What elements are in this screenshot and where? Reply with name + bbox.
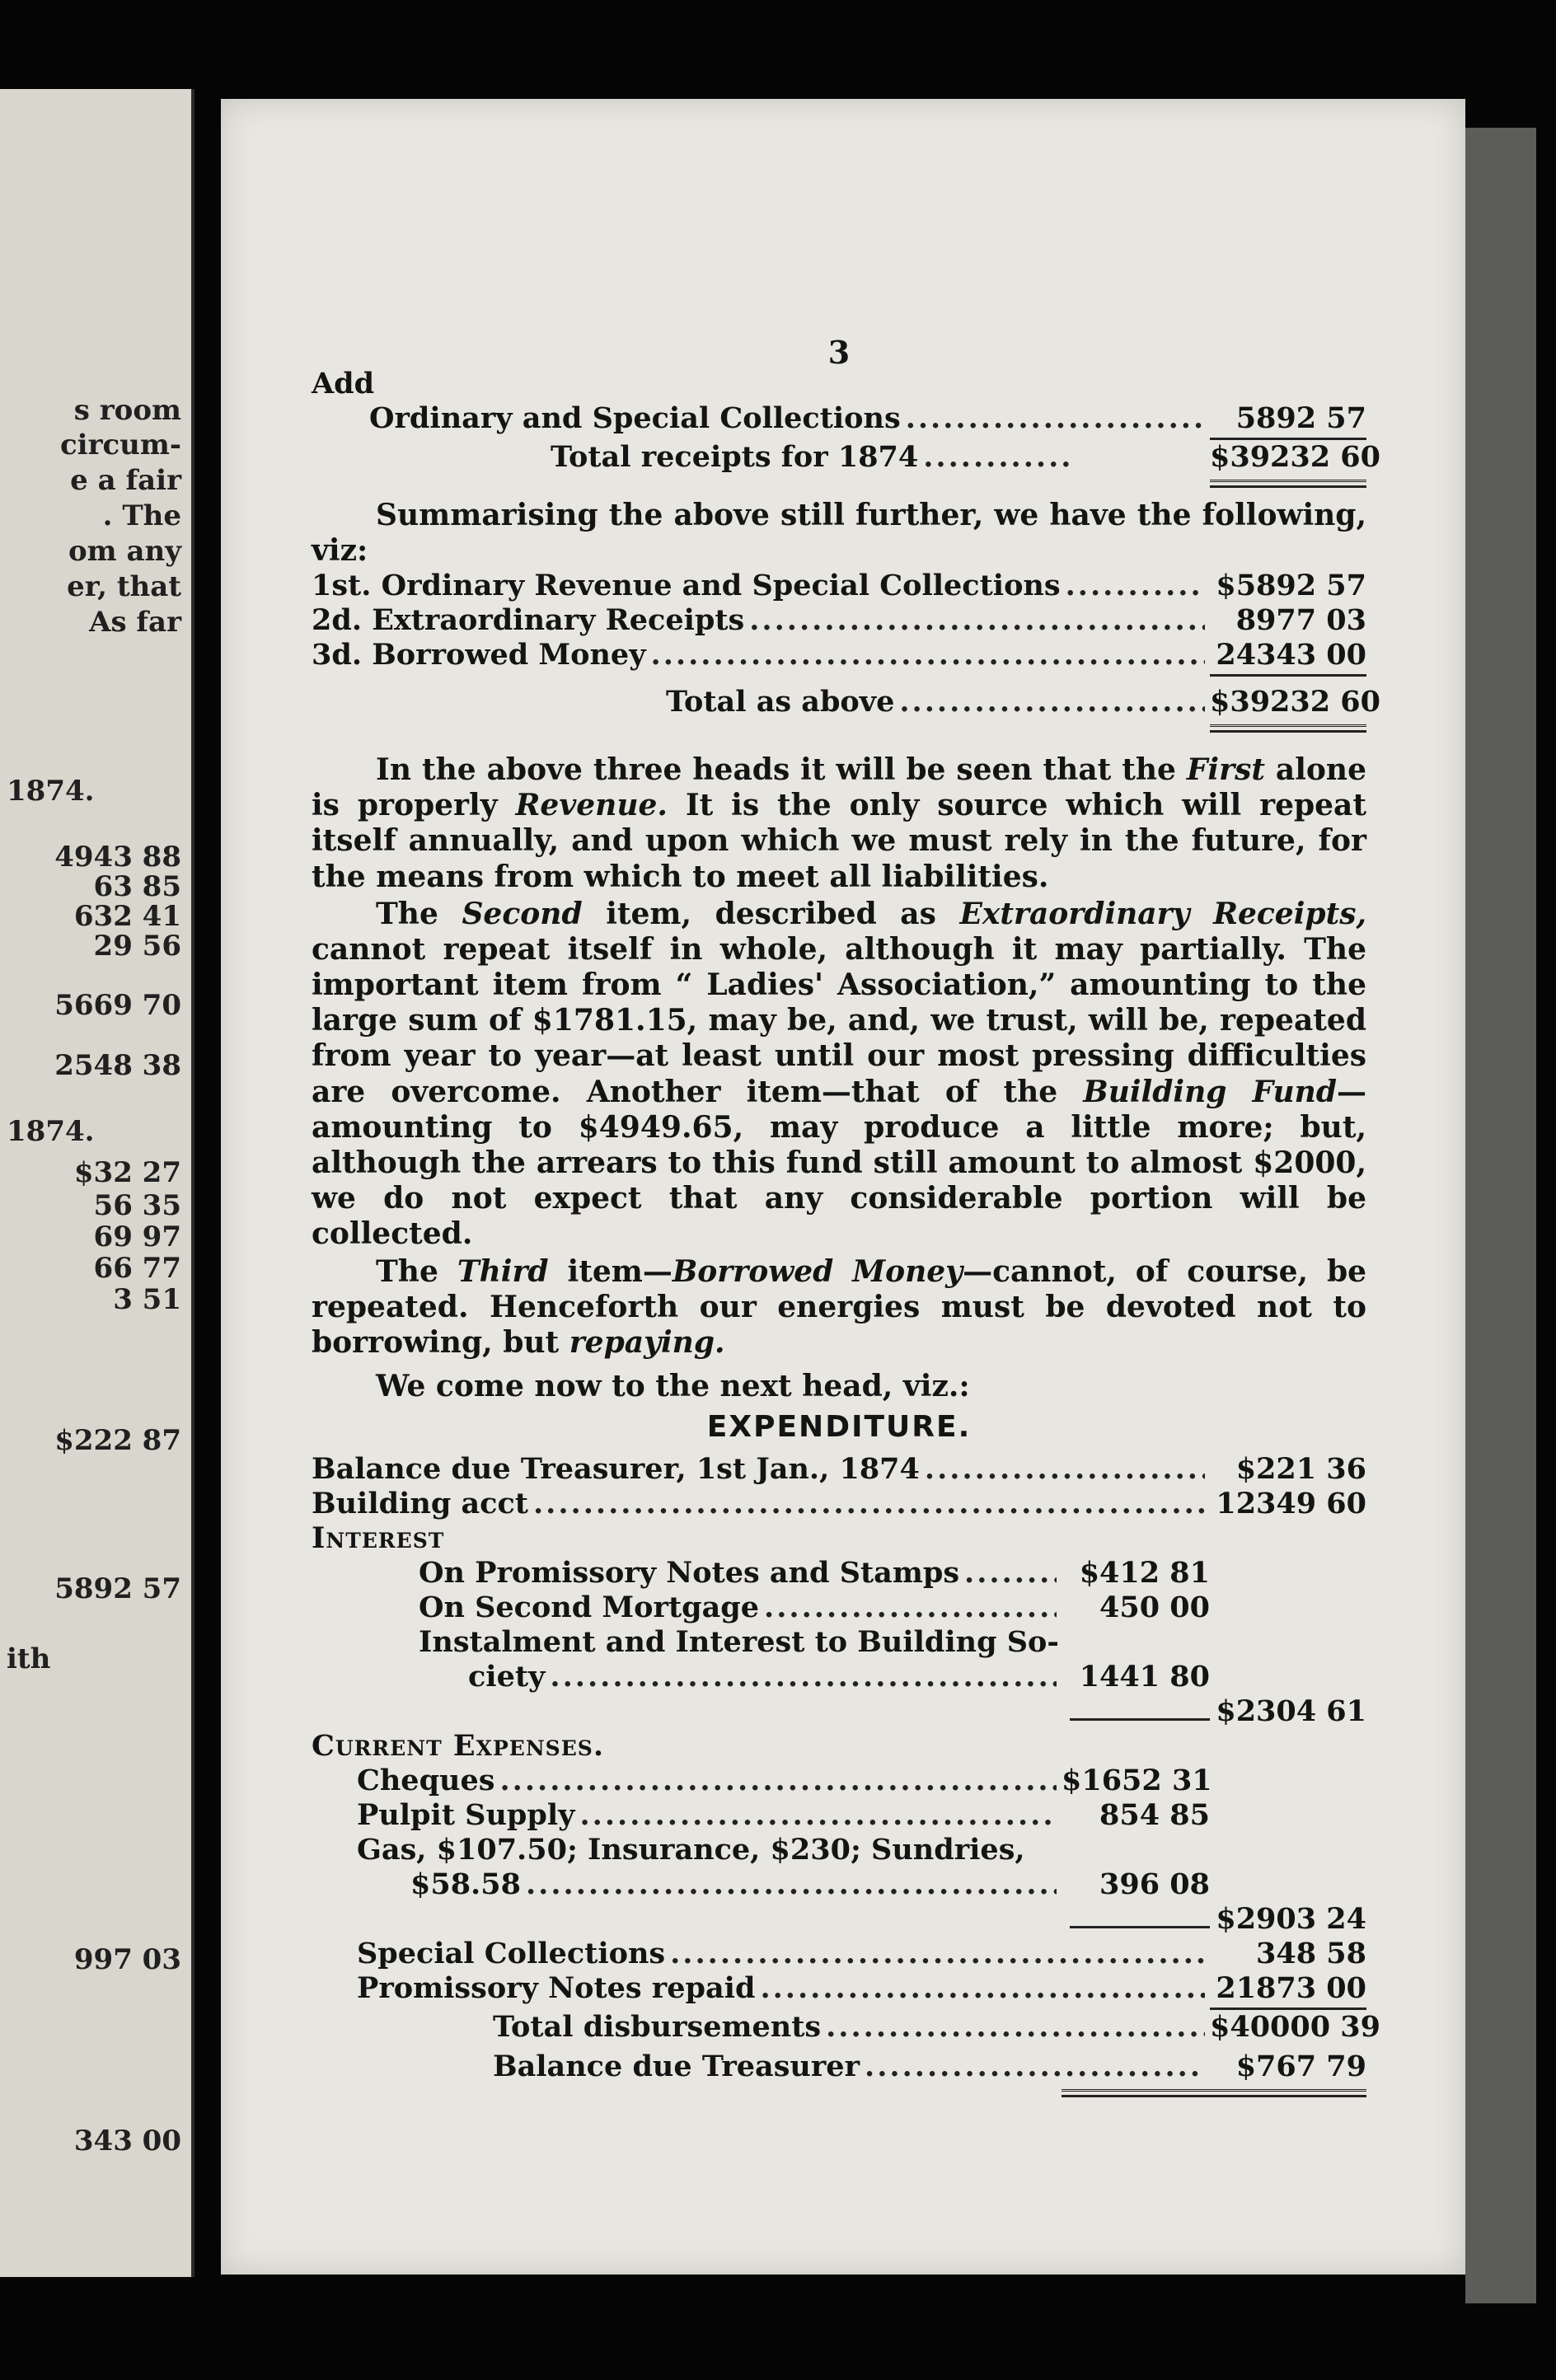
dot-leader xyxy=(670,1937,1205,1971)
balance-row xyxy=(312,2050,1366,2084)
interest-item xyxy=(312,1625,1366,1660)
interest-item xyxy=(312,1556,1366,1591)
left-fragment: 632 41 xyxy=(73,900,181,933)
row-amount: 8977 03 xyxy=(1235,602,1366,637)
row-amount: $1652 31 xyxy=(1062,1763,1212,1797)
current-item xyxy=(312,1867,1366,1902)
left-fragment: 2548 38 xyxy=(54,1049,181,1082)
left-fragment: 66 77 xyxy=(93,1252,181,1285)
row-amount: 396 08 xyxy=(1099,1867,1210,1901)
row-label: Gas, $107.50; Insurance, $230; Sundries, xyxy=(357,1832,1025,1867)
summary-item xyxy=(312,603,1366,638)
page-number: 3 xyxy=(827,334,851,371)
dot-leader xyxy=(579,1798,1057,1833)
left-fragment: circum- xyxy=(59,429,181,461)
double-rule xyxy=(1210,724,1366,733)
dot-leader xyxy=(526,1867,1057,1902)
left-fragment: As far xyxy=(89,606,181,639)
sum-rule xyxy=(1210,674,1366,677)
dot-leader xyxy=(925,1452,1205,1487)
left-fragment: 4943 88 xyxy=(54,841,181,874)
dot-leader xyxy=(923,440,1071,475)
left-page-fragment xyxy=(0,89,194,2277)
left-fragment: 56 35 xyxy=(93,1189,181,1222)
paragraph-next-head: We come now to the next head, viz.: xyxy=(376,1369,970,1404)
left-fragment: ith xyxy=(7,1642,51,1675)
row-amount: $40000 39 xyxy=(1210,2009,1381,2044)
left-fragment: 69 97 xyxy=(93,1220,181,1253)
add-label: Add xyxy=(312,366,375,401)
row-label: Instalment and Interest to Building So- xyxy=(419,1624,1059,1659)
paragraph-second: The Second item, described as Extraordinary Receipts, cannot repeat itself in whole, although it may partially. The important item from “ Ladies' Association,” amounting to the large sum of $1781.15, may be, and, we trust, will be, repeated from year to year—at least until our most pressing difficulties are overcome. Another item—that of the Building Fund—amounting to $4949.65, may produce a little more; but, although the arrears to this fund still amount to almost $2000, we do not expect that any considerable portion will be collected. xyxy=(312,896,1366,1252)
row-label: 2d. Extraordinary Receipts xyxy=(312,602,745,637)
left-fragment: 5892 57 xyxy=(54,1572,181,1605)
summary-item xyxy=(312,638,1366,672)
row-label: ciety xyxy=(468,1659,546,1694)
row-amount: 854 85 xyxy=(1099,1797,1210,1832)
row-amount: $221 36 xyxy=(1235,1451,1366,1486)
dot-leader xyxy=(764,1591,1057,1625)
row-amount: $412 81 xyxy=(1079,1555,1210,1590)
double-rule xyxy=(1210,480,1366,488)
current-expenses-label: Current Expenses. xyxy=(312,1728,605,1763)
current-total-row xyxy=(312,1902,1366,1937)
left-fragment: s room xyxy=(73,394,181,427)
left-fragment: . The xyxy=(102,499,181,532)
paragraph-first: In the above three heads it will be seen that the First alone is properly Revenue. It is the only source which will repeat itself annually, and upon which we must rely in the future, for the means from which to meet all liabilities. xyxy=(312,752,1367,894)
dot-leader xyxy=(499,1764,1057,1798)
row-amount: $767 79 xyxy=(1235,2049,1366,2083)
expenditure-heading: EXPENDITURE. xyxy=(706,1410,972,1445)
row-amount: 21873 00 xyxy=(1216,1970,1366,2005)
left-fragment: 1874. xyxy=(7,775,95,808)
total-row xyxy=(312,439,1381,475)
left-fragment: $32 27 xyxy=(73,1156,181,1189)
row-amount: $5892 57 xyxy=(1216,568,1366,602)
row-amount: $2903 24 xyxy=(1216,1901,1366,1936)
expenditure-row xyxy=(312,1487,1366,1521)
dot-leader xyxy=(1066,569,1205,603)
row-amount: 24343 00 xyxy=(1216,637,1366,672)
dot-leader xyxy=(865,2050,1205,2084)
dot-leader xyxy=(899,685,1205,719)
paragraph-third: The Third item—Borrowed Money—cannot, of course, be repeated. Henceforth our energies must be devoted not to borrowing, but repaying. xyxy=(312,1253,1367,1360)
expenditure-row xyxy=(312,1971,1366,2006)
left-fragment: er, that xyxy=(67,570,181,603)
row-amount: $39232 60 xyxy=(1210,684,1381,719)
row-label: 3d. Borrowed Money xyxy=(312,637,646,672)
row-label: Balance due Treasurer, 1st Jan., 1874 xyxy=(312,1451,920,1486)
current-item xyxy=(312,1833,1366,1867)
dot-leader xyxy=(964,1556,1057,1591)
row-label: Promissory Notes repaid xyxy=(357,1970,756,2005)
row-amount: 12349 60 xyxy=(1216,1486,1366,1520)
total-row xyxy=(312,684,1381,719)
row-amount: $39232 60 xyxy=(1210,439,1381,474)
left-fragment: 5669 70 xyxy=(54,989,181,1022)
dot-leader xyxy=(651,638,1205,672)
dot-leader xyxy=(550,1660,1057,1694)
row-amount: 5892 57 xyxy=(1235,401,1366,435)
dot-leader xyxy=(906,401,1205,436)
dot-leader xyxy=(826,2010,1205,2045)
row-label: Total as above xyxy=(666,684,895,719)
interest-item xyxy=(312,1591,1366,1625)
row-label: Total receipts for 1874 xyxy=(551,439,919,474)
total-row xyxy=(312,2009,1381,2045)
dot-leader xyxy=(760,1971,1205,2006)
current-item xyxy=(312,1798,1366,1833)
dot-leader xyxy=(533,1487,1205,1521)
summary-intro: Summarising the above still further, we have the following, viz: xyxy=(312,497,1366,568)
row-label: On Promissory Notes and Stamps xyxy=(419,1555,960,1590)
row-label: $58.58 xyxy=(410,1867,521,1901)
row-amount: $2304 61 xyxy=(1216,1694,1366,1728)
expenditure-row xyxy=(312,1452,1366,1487)
row-label: Cheques xyxy=(357,1763,495,1797)
left-fragment: om any xyxy=(68,535,181,568)
current-item xyxy=(312,1764,1366,1798)
row-amount: 1441 80 xyxy=(1079,1659,1210,1694)
row-label: Balance due Treasurer xyxy=(493,2049,860,2083)
left-fragment: 63 85 xyxy=(93,870,181,903)
dot-leader xyxy=(749,603,1205,638)
left-fragment: 3 51 xyxy=(113,1283,181,1316)
row-label: Building acct xyxy=(312,1486,528,1520)
row-amount: 348 58 xyxy=(1256,1936,1366,1970)
left-fragment: 29 56 xyxy=(93,930,181,963)
left-fragment: $222 87 xyxy=(54,1424,181,1457)
row-label: Special Collections xyxy=(357,1936,666,1970)
interest-item xyxy=(312,1660,1366,1694)
double-rule xyxy=(1062,2089,1366,2097)
row-label: 1st. Ordinary Revenue and Special Collections xyxy=(312,568,1061,602)
book-page xyxy=(221,99,1465,2275)
row-label: Total disbursements xyxy=(493,2009,822,2044)
left-fragment: e a fair xyxy=(70,464,181,497)
left-fragment: 1874. xyxy=(7,1115,95,1148)
left-fragment: 343 00 xyxy=(73,2125,181,2157)
interest-total-row xyxy=(312,1694,1366,1729)
page-edge xyxy=(1465,128,1536,2303)
row-amount: 450 00 xyxy=(1099,1590,1210,1624)
interest-label: Interest xyxy=(312,1520,445,1555)
row-label: Pulpit Supply xyxy=(357,1797,575,1832)
page-content xyxy=(312,334,1381,2097)
summary-item xyxy=(312,569,1366,603)
row-label: Ordinary and Special Collections xyxy=(369,401,901,435)
ledger-row xyxy=(312,401,1366,436)
expenditure-row xyxy=(312,1937,1366,1971)
left-fragment: 997 03 xyxy=(73,1943,181,1976)
row-label: On Second Mortgage xyxy=(419,1590,760,1624)
